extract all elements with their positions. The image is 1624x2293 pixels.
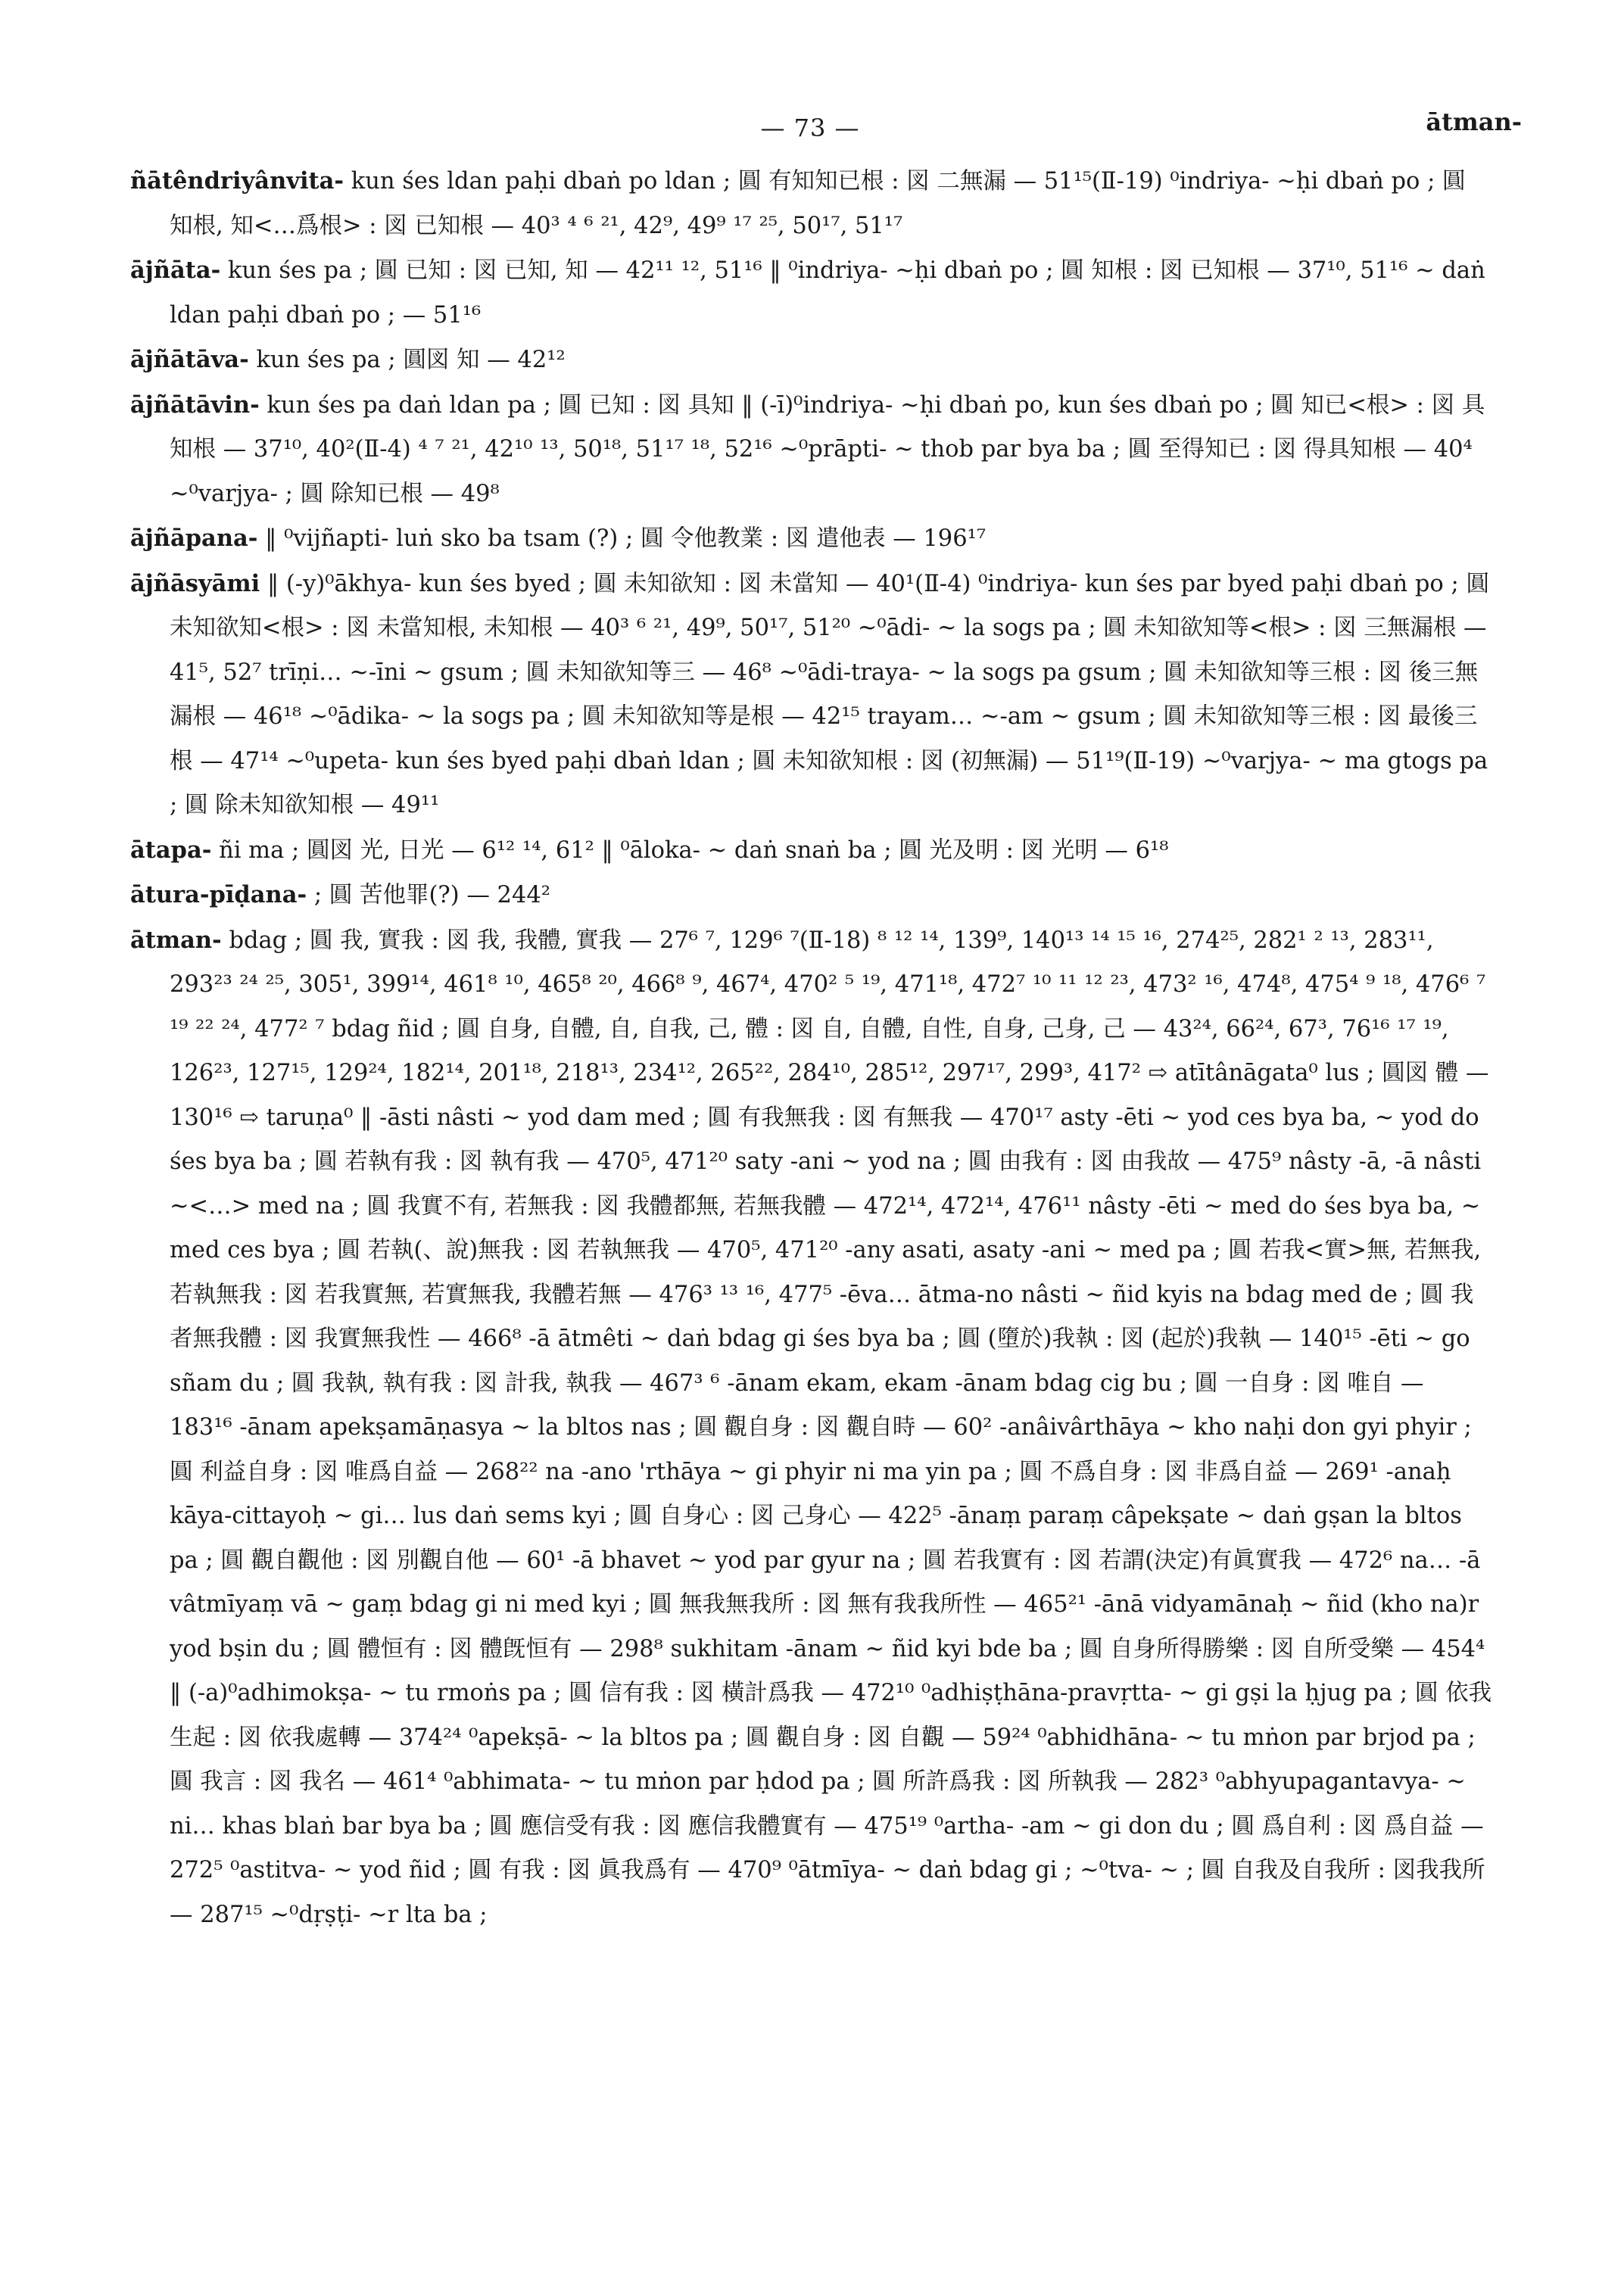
headword: ātman- [130,926,222,954]
entry [130,918,1493,1938]
dictionary-entries [130,159,1493,1937]
entry-body: kun śes pa ; 圓 已知 : 図 已知, 知 — 42¹¹ ¹², 51¹⁶ ‖ ⁰indriya- ~ḥi dbaṅ po ; 圓 知根 : 図 已知根 — 37¹⁰, 51¹⁶ ~ daṅ ldan paḥi dbaṅ po ; — 51¹⁶ [170,257,1485,329]
headword: ājñātāvin- [130,391,260,419]
entry-body: ; 圓 苦他罪(?) — 244² [313,882,550,908]
page-number: — 73 — [760,114,860,142]
entry [130,338,1493,383]
headword: ñātêndriyânvita- [130,167,344,195]
entry [130,562,1493,828]
headword: ātapa- [130,836,212,864]
headword: ājñāta- [130,257,221,284]
headword: ātura-pīḍana- [130,881,307,908]
entry [130,873,1493,918]
headword: ājñātāva- [130,346,249,373]
headword: ājñāsyāmi [130,569,260,597]
entry-body: bdag ; 圓 我, 實我 : 図 我, 我體, 實我 — 27⁶ ⁷, 129⁶ ⁷(Ⅱ-18) ⁸ ¹² ¹⁴, 139⁹, 140¹³ ¹⁴ ¹⁵ ¹⁶, 274²⁵, 282¹ ² ¹³, 283¹¹, 293²³ ²⁴ ²⁵, 305¹, 399¹⁴, 461⁸ ¹⁰, 465⁸ ²⁰, 466⁸ ⁹, 467⁴, 470² ⁵ ¹⁹, 471¹⁸, 472⁷ ¹⁰ ¹¹ ¹² ²³, 473² ¹⁶, 474⁸, 475⁴ ⁹ ¹⁸, 476⁶ ⁷ ¹⁹ ²² ²⁴, 477² ⁷ bdag ñid ; 圓 自身, 自體, 自, 自我, 己, 體 : 図 自, 自體, 自性, 自身, 己身, 己 — 43²⁴, 66²⁴, 67³, 76¹⁶ ¹⁷ ¹⁹, 126²³, 127¹⁵, 129²⁴, 182¹⁴, 201¹⁸, 218¹³, 234¹², 265²², 284¹⁰, 285¹², 297¹⁷, 299³, 417² ⇨ atītânāgata⁰ lus ; 圓図 體 — 130¹⁶ ⇨ taruṇa⁰ ‖ -āsti nâsti ~ yod dam med ; 圓 有我無我 : 図 有無我 — 470¹⁷ asty -ēti ~ yod ces bya ba, ~ yod do śes bya ba ; 圓 若執有我 : 図 執有我 — 470⁵, 471²⁰ saty -ani ~ yod na ; 圓 由我有 : 図 由我故 — 475⁹ nâsty -ā, -ā nâsti ~<…> med na ; 圓 我實不有, 若無我 : 図 我體都無, 若無我體 — 472¹⁴, 472¹⁴, 476¹¹ nâsty -ēti ~ med do śes bya ba, ~ med ces bya ; 圓 若執(、說)無我 : 図 若執無我 — 470⁵, 471²⁰ -any asati, asaty -ani ~ med pa ; 圓 若我<實>無, 若無我, 若執無我 : 図 若我實無, 若實無我, 我體若無 — 476³ ¹³ ¹⁶, 477⁵ -ēva… ātma-no nâsti ~ ñid kyis na bdag med de ; 圓 我者無我體 : 図 我實無我性 — 466⁸ -ā ātmêti ~ daṅ bdag gi śes bya ba ; 圓 (墮於)我執 : 図 (起於)我執 — 140¹⁵ -ēti ~ go sñam du ; 圓 我執, 執有我 : 図 計我, 執我 — 467³ ⁶ -ānam ekam, ekam -ānam bdag cig bu ; 圓 一自身 : 図 唯自 — 183¹⁶ -ānam apekṣamāṇasya ~ la bltos nas ; 圓 觀自身 : 図 觀自時 — 60² -anâivârthāya ~ kho naḥi don gyi phyir ; 圓 利益自身 : 図 唯爲自益 — 268²² na -ano 'rthāya ~ gi phyir ni ma yin pa ; 圓 不爲自身 : 図 非爲自益 — 269¹ -anaḥ kāya-cittayoḥ ~ gi… lus daṅ sems kyi ; 圓 自身心 : 図 己身心 — 422⁵ -ānaṃ paraṃ câpekṣate ~ daṅ gṣan la bltos pa ; 圓 觀自觀他 : 図 別觀自他 — 60¹ -ā bhavet ~ yod par gyur na ; 圓 若我實有 : 図 若謂(決定)有眞實我 — 472⁶ na… -ā vâtmīyaṃ vā ~ gaṃ bdag gi ni med kyi ; 圓 無我無我所 : 図 無有我我所性 — 465²¹ -ānā vidyamānaḥ ~ ñid (kho na)r yod bṣin du ; 圓 體恒有 : 図 體旣恒有 — 298⁸ sukhitam -ānam ~ ñid kyi bde ba ; 圓 自身所得勝樂 : 図 自所受樂 — 454⁴ ‖ (-a)⁰adhimokṣa- ~ tu rmoṅs pa ; 圓 信有我 : 図 橫計爲我 — 472¹⁰ ⁰adhiṣṭhāna-pravṛtta- ~ gi gṣi la ḥjug pa ; 圓 依我生起 : 図 依我處轉 — 374²⁴ ⁰apekṣā- ~ la bltos pa ; 圓 觀自身 : 図 自觀 — 59²⁴ ⁰abhidhāna- ~ tu mṅon par brjod pa ; 圓 我言 : 図 我名 — 461⁴ ⁰abhimata- ~ tu mṅon par ḥdod pa ; 圓 所許爲我 : 図 所執我 — 282³ ⁰abhyupagantavya- ~ ni… khas blaṅ bar bya ba ; 圓 應信受有我 : 図 應信我體實有 — 475¹⁹ ⁰artha- -am ~ gi don du ; 圓 爲自利 : 図 爲自益 — 272⁵ ⁰astitva- ~ yod ñid ; 圓 有我 : 図 眞我爲有 — 470⁹ ⁰ātmīya- ~ daṅ bdag gi ; ~⁰tva- ~ ; 圓 自我及自我所 : 図我我所 — 287¹⁵ ~⁰dṛṣṭi- ~r lta ba ; [170,927,1492,1928]
entry-body: ‖ ⁰vijñapti- luṅ sko ba tsam (?) ; 圓 令他教業 : 図 遣他表 — 196¹⁷ [265,525,987,552]
entry-body: ñi ma ; 圓図 光, 日光 — 6¹² ¹⁴, 61² ‖ ⁰āloka- ~ daṅ snaṅ ba ; 圓 光及明 : 図 光明 — 6¹⁸ [219,837,1169,864]
entry-body: kun śes pa daṅ ldan pa ; 圓 已知 : 図 具知 ‖ (-ī)⁰indriya- ~ḥi dbaṅ po, kun śes dbaṅ po ; 圓 知已<根> : 図 具知根 — 37¹⁰, 40²(Ⅱ-4) ⁴ ⁷ ²¹, 42¹⁰ ¹³, 50¹⁸, 51¹⁷ ¹⁸, 52¹⁶ ~⁰prāpti- ~ thob par bya ba ; 圓 至得知已 : 図 得具知根 — 40⁴ ~⁰varjya- ; 圓 除知已根 — 49⁸ [170,391,1485,507]
entry [130,828,1493,874]
entry [130,516,1493,562]
entry-body: kun śes ldan paḥi dbaṅ po ldan ; 圓 有知知已根 : 図 二無漏 — 51¹⁵(Ⅱ-19) ⁰indriya- ~ḥi dbaṅ po ; 圓 知根, 知<…爲根> : 図 已知根 — 40³ ⁴ ⁶ ²¹, 42⁹, 49⁹ ¹⁷ ²⁵, 50¹⁷, 51¹⁷ [170,168,1466,239]
entry-body: kun śes pa ; 圓図 知 — 42¹² [256,347,566,373]
running-head: ātman- [1426,107,1522,136]
entry [130,248,1493,338]
headword: ājñāpana- [130,525,258,552]
entry-body: ‖ (-y)⁰ākhya- kun śes byed ; 圓 未知欲知 : 図 未當知 — 40¹(Ⅱ-4) ⁰indriya- kun śes par byed paḥi dbaṅ po ; 圓 未知欲知<根> : 図 未當知根, 未知根 — 40³ ⁶ ²¹, 49⁹, 50¹⁷, 51²⁰ ~⁰ādi- ~ la sogs pa ; 圓 未知欲知等<根> : 図 三無漏根 — 41⁵, 52⁷ trīṇi… ~-īni ~ gsum ; 圓 未知欲知等三 — 46⁸ ~⁰ādi-traya- ~ la sogs pa gsum ; 圓 未知欲知等三根 : 図 後三無漏根 — 46¹⁸ ~⁰ādika- ~ la sogs pa ; 圓 未知欲知等是根 — 42¹⁵ trayam… ~-am ~ gsum ; 圓 未知欲知等三根 : 図 最後三根 — 47¹⁴ ~⁰upeta- kun śes byed paḥi dbaṅ ldan ; 圓 未知欲知根 : 図 (初無漏) — 51¹⁹(Ⅱ-19) ~⁰varjya- ~ ma gtogs pa ; 圓 除未知欲知根 — 49¹¹ [170,570,1489,818]
entry [130,159,1493,248]
entry [130,383,1493,517]
